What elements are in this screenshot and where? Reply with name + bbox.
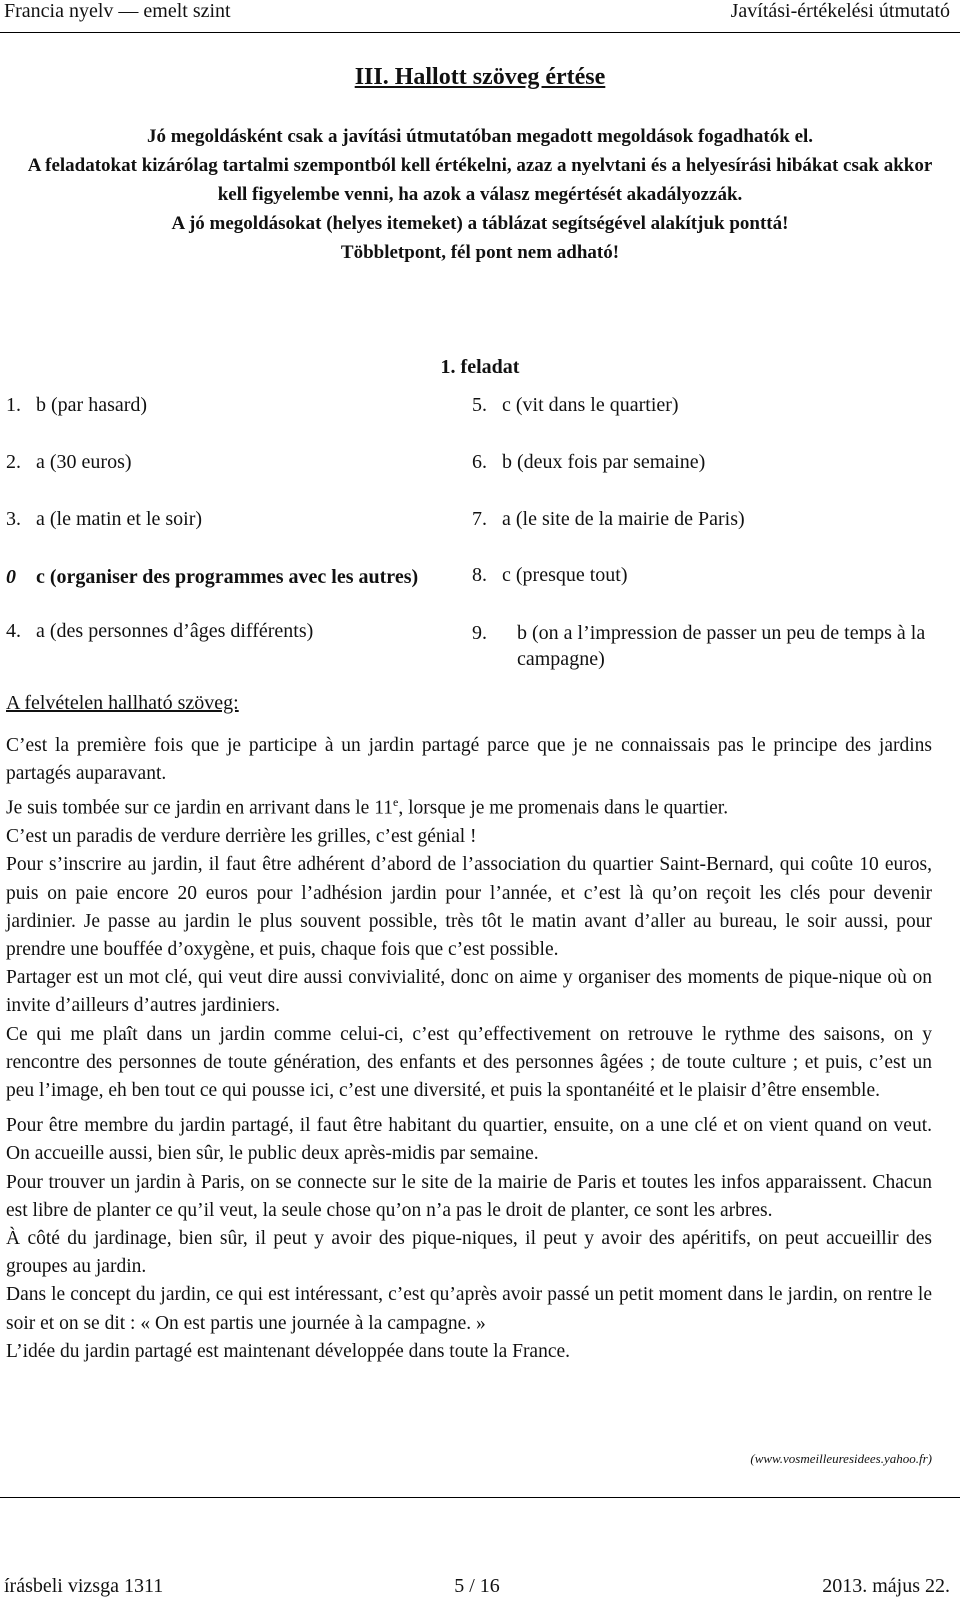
answer-item: [472, 620, 960, 672]
grading-instructions: [20, 122, 940, 267]
answer-text: c (organiser des programmes avec les autres): [36, 566, 419, 588]
answer-item: [6, 394, 147, 417]
instruction-line: Jó megoldásként csak a javítási útmutatóban megadott megoldások fogadhatók el.: [146, 126, 814, 147]
transcript-text: , lorsque je me promenais dans le quartier.: [398, 797, 729, 819]
superscript-e: e: [393, 795, 399, 810]
transcript-paragraph: Pour s’inscrire au jardin, il faut être adhérent d’abord de l’association du quartier Saint-Bernard, qui coûte 10 euros, puis on paie encore 20 euros pour l’adhésion jardin pour l’année, et c’est là qu’on reçoit les clés pour devenir jardinier. Je passe au jardin le plus souvent possible, très tôt le matin avant d’aller au bureau, le soir aussi, pour prendre une bouffée d’oxygène, et puis, chaque fois que c’est possible.: [6, 854, 932, 960]
footer-date: 2013. május 22.: [822, 1575, 950, 1597]
instruction-line: A feladatokat kizárólag tartalmi szempontból kell értékelni, azaz a nyelvtani és a helyesírási hibákat csak akkor kell figyelembe venni, ha azok a válasz megértését akadályozzák.: [27, 155, 933, 205]
transcript-paragraph: [6, 788, 932, 823]
answer-item-example: [6, 564, 486, 590]
answer-item: [6, 451, 132, 474]
transcript-text: Je suis tombée sur ce jardin en arrivant dans le 11: [6, 797, 393, 819]
answer-text: c (presque tout): [502, 564, 628, 586]
answer-number: 8.: [472, 564, 487, 586]
header-subject: Francia nyelv — emelt szint: [4, 0, 231, 22]
transcript-body: [6, 732, 932, 1366]
answer-text: c (vit dans le quartier): [502, 394, 679, 416]
header-doc-type: Javítási-értékelési útmutató: [730, 0, 950, 22]
answer-text: b (par hasard): [36, 394, 148, 416]
source-citation: (www.vosmeilleuresidees.yahoo.fr): [750, 1451, 932, 1466]
page-footer: [4, 1575, 950, 1601]
answer-item: [472, 451, 705, 474]
task-title: 1. feladat: [440, 356, 520, 378]
transcript-paragraph: Pour être membre du jardin partagé, il faut être habitant du quartier, ensuite, on a une clé et on vient quand on veut. On accueille aussi, bien sûr, le public deux après-midis par semaine.: [6, 1115, 932, 1165]
answer-text: a (le site de la mairie de Paris): [502, 508, 745, 530]
answer-number: 9.: [472, 622, 487, 644]
answer-number: 5.: [472, 394, 487, 416]
transcript-paragraph: C’est la première fois que je participe à un jardin partagé parce que je ne connaissais pas le principe des jardins partagés auparavant.: [6, 735, 932, 785]
answer-number: 2.: [6, 451, 21, 473]
instruction-line: A jó megoldásokat (helyes itemeket) a táblázat segítségével alakítjuk ponttá!: [171, 213, 789, 234]
transcript-paragraph: Partager est un mot clé, qui veut dire aussi convivialité, donc on aime y organiser des moments de pique-nique où on invite d’ailleurs d’autres jardiniers.: [6, 967, 932, 1017]
answer-number: 1.: [6, 394, 21, 416]
answer-item: [472, 564, 628, 587]
transcript-paragraph: À côté du jardinage, bien sûr, il peut y avoir des pique-niques, il peut y avoir des apéritifs, on peut accueillir des groupes au jardin.: [6, 1227, 932, 1278]
answer-text: a (le matin et le soir): [36, 508, 203, 530]
answer-item: [472, 508, 745, 531]
answer-number: 0: [6, 566, 16, 588]
answer-item: [6, 508, 202, 531]
page-number: 5 / 16: [454, 1575, 500, 1597]
transcript-paragraph: Ce qui me plaît dans un jardin comme celui-ci, c’est qu’effectivement on retrouve le rythme des saisons, on y rencontre des personnes de toute génération, des enfants et des personnes âgées ; de toute culture ; et puis, c’est un peu l’image, eh ben tout ce qui pousse ici, c’est une diversité, et puis la spontanéité et le plaisir d’être ensemble.: [6, 1023, 932, 1101]
answer-text: a (des personnes d’âges différents): [36, 620, 314, 642]
transcript-paragraph: Dans le concept du jardin, ce qui est intéressant, c’est qu’après avoir passé un petit moment dans le jardin, on rentre le soir et on se dit : « On est partis une journée à la campagne. »: [6, 1284, 932, 1334]
answer-text: a (30 euros): [36, 451, 132, 473]
answer-number: 7.: [472, 508, 487, 530]
transcript-paragraph: L’idée du jardin partagé est maintenant développée dans toute la France.: [6, 1340, 571, 1362]
transcript-heading: A felvételen hallható szöveg:: [6, 692, 239, 714]
transcript-paragraph: C’est un paradis de verdure derrière les grilles, c’est génial !: [6, 826, 477, 848]
instruction-line: Többletpont, fél pont nem adható!: [340, 242, 620, 263]
answer-item: [472, 394, 679, 417]
answer-number: 6.: [472, 451, 487, 473]
footer-rule: [0, 1497, 960, 1498]
header-rule: [0, 32, 960, 33]
section-title: III. Hallott szöveg értése: [354, 64, 606, 90]
answer-text: b (deux fois par semaine): [502, 451, 706, 473]
page-header: [4, 0, 950, 30]
answer-item: [6, 620, 313, 643]
footer-exam-code: írásbeli vizsga 1311: [4, 1575, 164, 1597]
transcript-paragraph: Pour trouver un jardin à Paris, on se connecte sur le site de la mairie de Paris et toutes les infos apparaissent. Chacun est libre de planter ce qu’il veut, la seule chose qu’on n’a pas le droit de planter, ce sont les arbres.: [6, 1171, 932, 1221]
answer-number: 4.: [6, 620, 21, 642]
answer-number: 3.: [6, 508, 21, 530]
answer-text: b (on a l’impression de passer un peu de temps à la campagne): [517, 622, 926, 670]
